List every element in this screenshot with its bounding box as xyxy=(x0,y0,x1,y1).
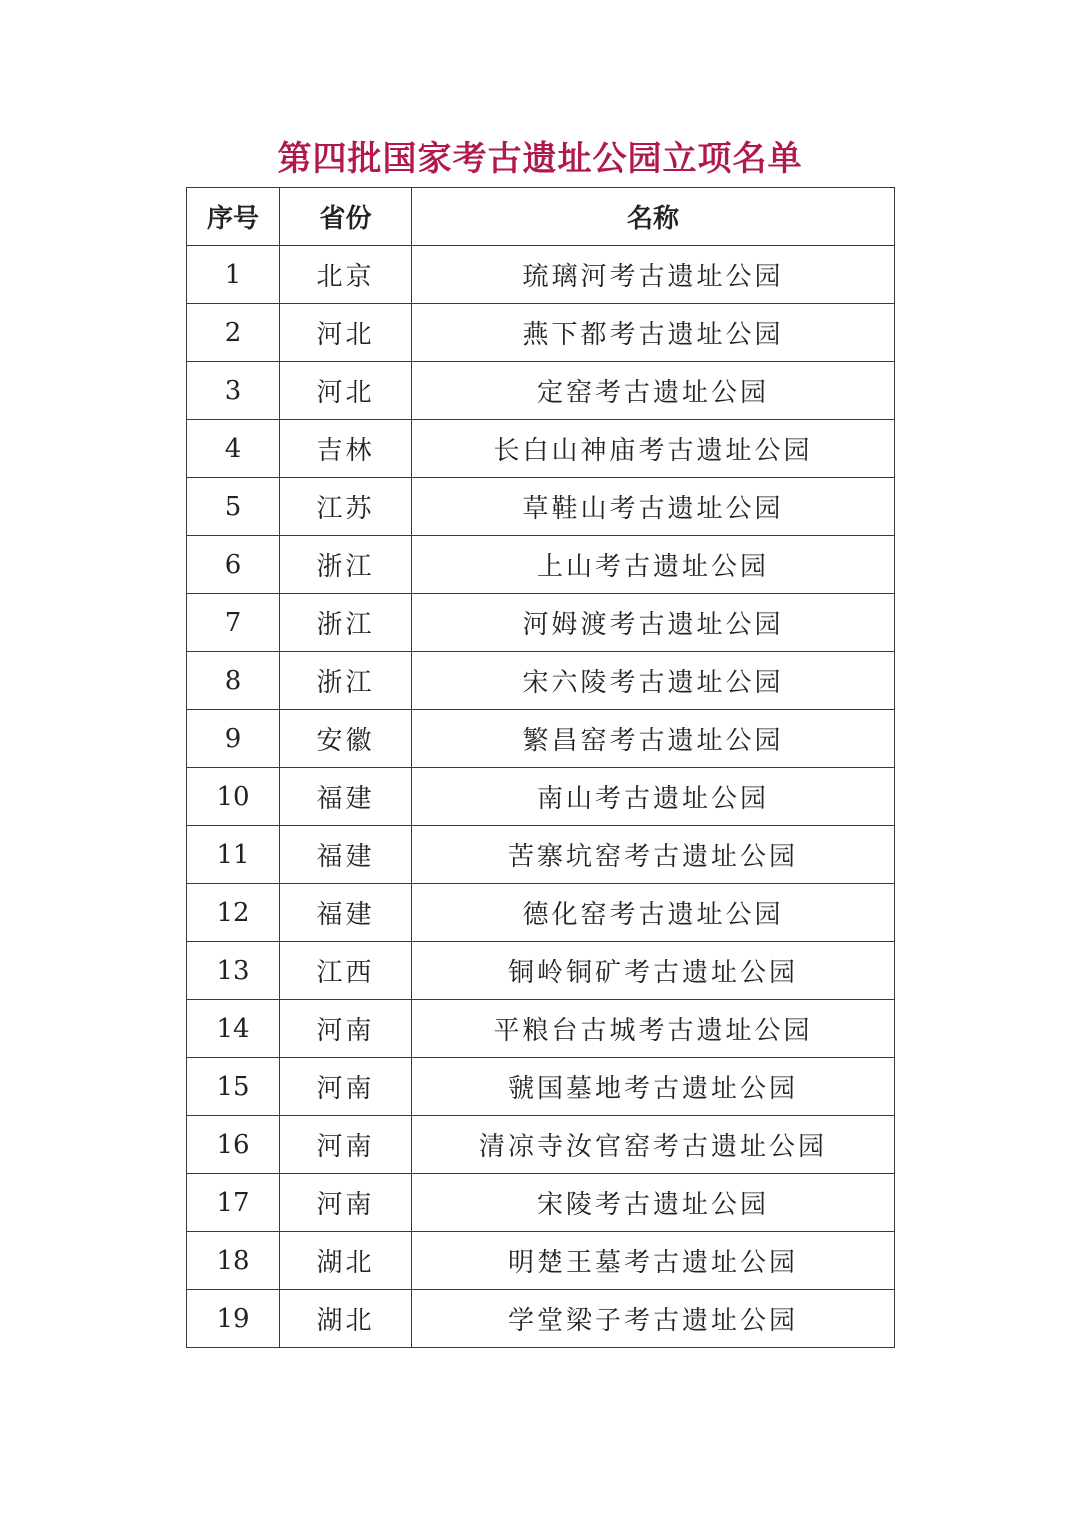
row-province-cell: 河南 xyxy=(280,1174,412,1232)
table-body xyxy=(187,246,895,1348)
table-row xyxy=(187,884,895,942)
row-name-cell: 苦寨坑窑考古遗址公园 xyxy=(412,826,895,884)
row-name-cell: 铜岭铜矿考古遗址公园 xyxy=(412,942,895,1000)
row-name-cell: 宋六陵考古遗址公园 xyxy=(412,652,895,710)
row-province-cell: 福建 xyxy=(280,826,412,884)
table-row xyxy=(187,826,895,884)
row-number-cell: 16 xyxy=(187,1116,280,1174)
row-name-cell: 学堂梁子考古遗址公园 xyxy=(412,1290,895,1348)
row-name-cell: 燕下都考古遗址公园 xyxy=(412,304,895,362)
row-province-cell: 福建 xyxy=(280,768,412,826)
row-province-cell: 浙江 xyxy=(280,652,412,710)
table-row xyxy=(187,1116,895,1174)
row-number-cell: 17 xyxy=(187,1174,280,1232)
table-row xyxy=(187,942,895,1000)
table-row xyxy=(187,1290,895,1348)
header-province: 省份 xyxy=(280,188,412,246)
row-name-cell: 琉璃河考古遗址公园 xyxy=(412,246,895,304)
row-number-cell: 6 xyxy=(187,536,280,594)
row-province-cell: 吉林 xyxy=(280,420,412,478)
row-number-cell: 5 xyxy=(187,478,280,536)
row-province-cell: 湖北 xyxy=(280,1290,412,1348)
table-row xyxy=(187,304,895,362)
row-number-cell: 18 xyxy=(187,1232,280,1290)
row-number-cell: 15 xyxy=(187,1058,280,1116)
row-number-cell: 14 xyxy=(187,1000,280,1058)
header-name: 名称 xyxy=(412,188,895,246)
table-row xyxy=(187,246,895,304)
row-name-cell: 南山考古遗址公园 xyxy=(412,768,895,826)
row-province-cell: 福建 xyxy=(280,884,412,942)
row-number-cell: 2 xyxy=(187,304,280,362)
table-row xyxy=(187,1174,895,1232)
row-name-cell: 宋陵考古遗址公园 xyxy=(412,1174,895,1232)
row-number-cell: 1 xyxy=(187,246,280,304)
row-number-cell: 12 xyxy=(187,884,280,942)
row-province-cell: 浙江 xyxy=(280,536,412,594)
row-number-cell: 11 xyxy=(187,826,280,884)
row-province-cell: 河南 xyxy=(280,1116,412,1174)
row-name-cell: 上山考古遗址公园 xyxy=(412,536,895,594)
row-number-cell: 7 xyxy=(187,594,280,652)
document-title: 第四批国家考古遗址公园立项名单 xyxy=(277,139,803,179)
table-header-row xyxy=(187,188,895,246)
table-row xyxy=(187,710,895,768)
table-row xyxy=(187,1232,895,1290)
row-name-cell: 繁昌窑考古遗址公园 xyxy=(412,710,895,768)
row-province-cell: 江西 xyxy=(280,942,412,1000)
row-name-cell: 虢国墓地考古遗址公园 xyxy=(412,1058,895,1116)
row-province-cell: 安徽 xyxy=(280,710,412,768)
row-province-cell: 河北 xyxy=(280,362,412,420)
header-number: 序号 xyxy=(187,188,280,246)
row-number-cell: 9 xyxy=(187,710,280,768)
row-number-cell: 10 xyxy=(187,768,280,826)
row-name-cell: 长白山神庙考古遗址公园 xyxy=(412,420,895,478)
row-province-cell: 江苏 xyxy=(280,478,412,536)
table-row xyxy=(187,478,895,536)
row-name-cell: 定窑考古遗址公园 xyxy=(412,362,895,420)
row-number-cell: 13 xyxy=(187,942,280,1000)
table-row xyxy=(187,1058,895,1116)
row-number-cell: 3 xyxy=(187,362,280,420)
table-row xyxy=(187,420,895,478)
row-province-cell: 湖北 xyxy=(280,1232,412,1290)
row-number-cell: 8 xyxy=(187,652,280,710)
row-province-cell: 河北 xyxy=(280,304,412,362)
table-row xyxy=(187,536,895,594)
row-name-cell: 平粮台古城考古遗址公园 xyxy=(412,1000,895,1058)
table-row xyxy=(187,768,895,826)
row-name-cell: 德化窑考古遗址公园 xyxy=(412,884,895,942)
table-row xyxy=(187,594,895,652)
row-province-cell: 浙江 xyxy=(280,594,412,652)
table-row xyxy=(187,1000,895,1058)
row-name-cell: 清凉寺汝官窑考古遗址公园 xyxy=(412,1116,895,1174)
row-number-cell: 19 xyxy=(187,1290,280,1348)
table-row xyxy=(187,652,895,710)
row-province-cell: 北京 xyxy=(280,246,412,304)
row-name-cell: 草鞋山考古遗址公园 xyxy=(412,478,895,536)
row-province-cell: 河南 xyxy=(280,1000,412,1058)
row-name-cell: 河姆渡考古遗址公园 xyxy=(412,594,895,652)
table-row xyxy=(187,362,895,420)
project-list-table xyxy=(186,187,895,1348)
row-number-cell: 4 xyxy=(187,420,280,478)
row-name-cell: 明楚王墓考古遗址公园 xyxy=(412,1232,895,1290)
row-province-cell: 河南 xyxy=(280,1058,412,1116)
